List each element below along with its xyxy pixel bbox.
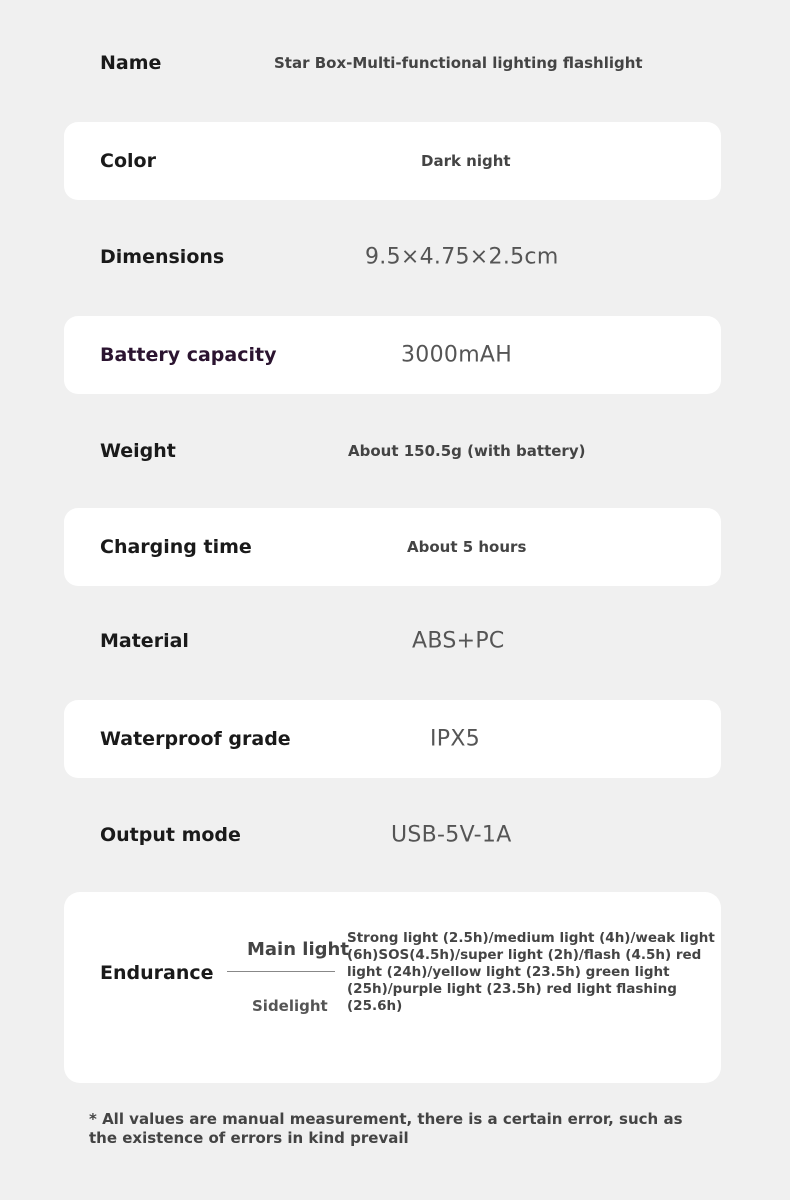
spec-value: 9.5×4.75×2.5cm: [365, 244, 559, 270]
spec-label: Material: [100, 630, 189, 652]
spec-row-charging: [64, 508, 721, 586]
spec-row-weight: [64, 412, 721, 490]
spec-value: About 150.5g (with battery): [348, 442, 586, 460]
spec-label: Battery capacity: [100, 344, 277, 366]
spec-value: 3000mAH: [401, 342, 513, 368]
spec-value: About 5 hours: [407, 538, 527, 556]
spec-value: IPX5: [430, 726, 481, 752]
spec-row-waterproof: [64, 700, 721, 778]
spec-label: Waterproof grade: [100, 728, 291, 750]
spec-label: Charging time: [100, 536, 252, 558]
spec-value: ABS+PC: [412, 628, 505, 654]
endurance-label: Endurance: [100, 962, 214, 984]
spec-value: Dark night: [421, 152, 511, 170]
spec-row-output: [64, 796, 721, 874]
spec-row-battery: [64, 316, 721, 394]
spec-value: Star Box-Multi-functional lighting flashlight: [274, 54, 643, 72]
spec-label: Output mode: [100, 824, 241, 846]
footnote: * All values are manual measurement, there is a certain error, such as the existence of errors in kind prevail: [89, 1110, 683, 1147]
endurance-detail: Strong light (2.5h)/medium light (4h)/weak light (6h)SOS(4.5h)/super light (2h)/flash (4.5h) red light (24h)/yellow light (23.5h) green light (25h)/purple light (23.5h) red light flashing (25.6h): [347, 930, 715, 1014]
main-light-label: Main light: [247, 939, 349, 960]
spec-row-color: [64, 122, 721, 200]
connector-line: [227, 971, 335, 972]
spec-row-material: [64, 602, 721, 680]
spec-row-endurance: [64, 892, 721, 1083]
spec-label: Color: [100, 150, 156, 172]
spec-label: Name: [100, 52, 162, 74]
spec-value: USB-5V-1A: [391, 822, 512, 848]
spec-label: Dimensions: [100, 246, 225, 268]
spec-row-name: [64, 24, 721, 102]
sidelight-label: Sidelight: [252, 997, 328, 1015]
spec-label: Weight: [100, 440, 176, 462]
spec-row-dimensions: [64, 218, 721, 296]
